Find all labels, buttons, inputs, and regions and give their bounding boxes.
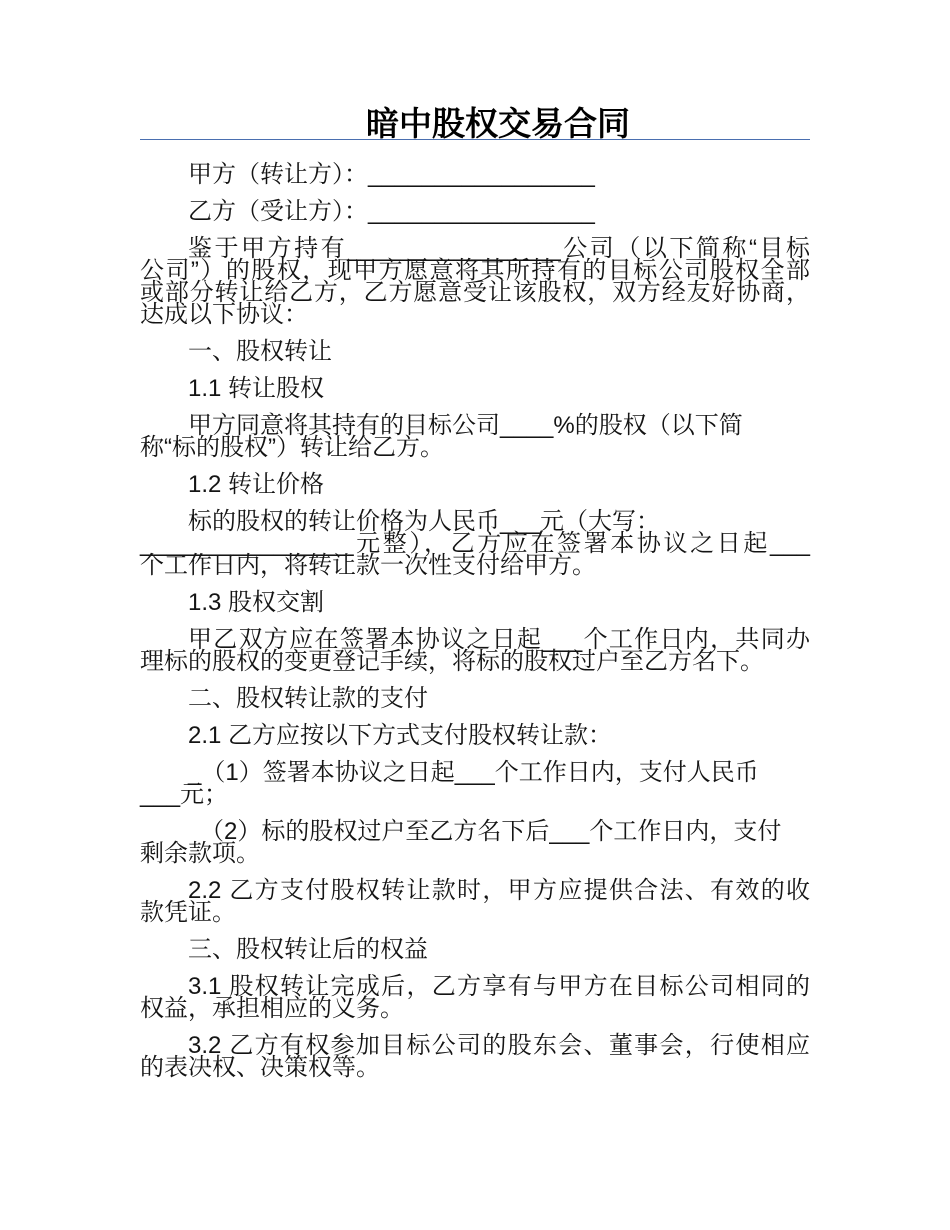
text-line: 甲方同意将其持有的目标公司____%的股权（以下简 [188,412,743,439]
section-3-heading [140,936,810,963]
text-line: 达成以下协议： [140,301,308,328]
text-line: 或部分转让给乙方，乙方愿意受让该股权，双方经友好协商， [140,279,810,306]
text-line: 2.1 乙方应按以下方式支付股权转让款： [188,722,613,749]
clause-1-2-text [140,508,810,579]
text-line: 标的股权的转让价格为人民币___元（大写： [188,508,661,535]
clause-3-2-text [140,1032,810,1081]
text-line: 3.1 股权转让完成后，乙方享有与甲方在目标公司相同的 [188,973,810,1000]
contract-body [140,161,810,1094]
text-line: 权益，承担相应的义务。 [140,995,404,1022]
payment-item-2 [140,818,810,867]
text-line: 甲方（转让方）：_________________ [188,161,595,188]
clause-1-3-text [140,626,810,675]
text-line: 鉴于甲方持有________________公司（以下简称“目标 [188,235,810,262]
clause-3-1-text [140,973,810,1022]
title-rule [140,139,810,140]
clause-2-1-text [140,722,810,749]
text-line: 2.2 乙方支付股权转让款时，甲方应提供合法、有效的收 [188,877,810,904]
text-line: 一、股权转让 [188,338,332,365]
text-line: ________________元整），乙方应在签署本协议之日起___ [140,530,810,557]
party-b-line [140,198,810,225]
text-line: 甲乙双方应在签署本协议之日起___个工作日内，共同办 [188,626,810,653]
text-line: 款凭证。 [140,899,236,926]
contract-title: 暗中股权交易合同 [366,105,630,142]
payment-item-1 [140,759,810,808]
clause-1-1-heading [140,375,810,402]
clause-1-1-text [140,412,810,461]
text-line: 三、股权转让后的权益 [188,936,428,963]
text-line: _（1）签署本协议之日起___个工作日内，支付人民币 [188,759,759,786]
text-line: 剩余款项。 [140,840,260,867]
text-line: ___元； [140,781,229,808]
text-line: 1.2 转让价格 [188,471,325,498]
section-1-heading [140,338,810,365]
clause-2-2-text [140,877,810,926]
text-line: 1.3 股权交割 [188,589,325,616]
section-2-heading [140,685,810,712]
text-line: 公司”）的股权，现甲方愿意将其所持有的目标公司股权全部 [140,257,810,284]
text-line: 乙方（受让方）：_________________ [188,198,595,225]
text-line: 的表决权、决策权等。 [140,1054,380,1081]
text-line: （2）标的股权过户至乙方名下后___个工作日内，支付 [200,818,782,845]
preamble-paragraph [140,235,810,328]
text-line: 3.2 乙方有权参加目标公司的股东会、董事会，行使相应 [188,1032,810,1059]
text-line: 理标的股权的变更登记手续，将标的股权过户至乙方名下。 [140,648,764,675]
text-line: 1.1 转让股权 [188,375,325,402]
text-line: 称“标的股权”）转让给乙方。 [140,434,444,461]
party-a-line [140,161,810,188]
clause-1-3-heading [140,589,810,616]
clause-1-2-heading [140,471,810,498]
text-line: 个工作日内，将转让款一次性支付给甲方。 [140,552,596,579]
text-line: 二、股权转让款的支付 [188,685,428,712]
